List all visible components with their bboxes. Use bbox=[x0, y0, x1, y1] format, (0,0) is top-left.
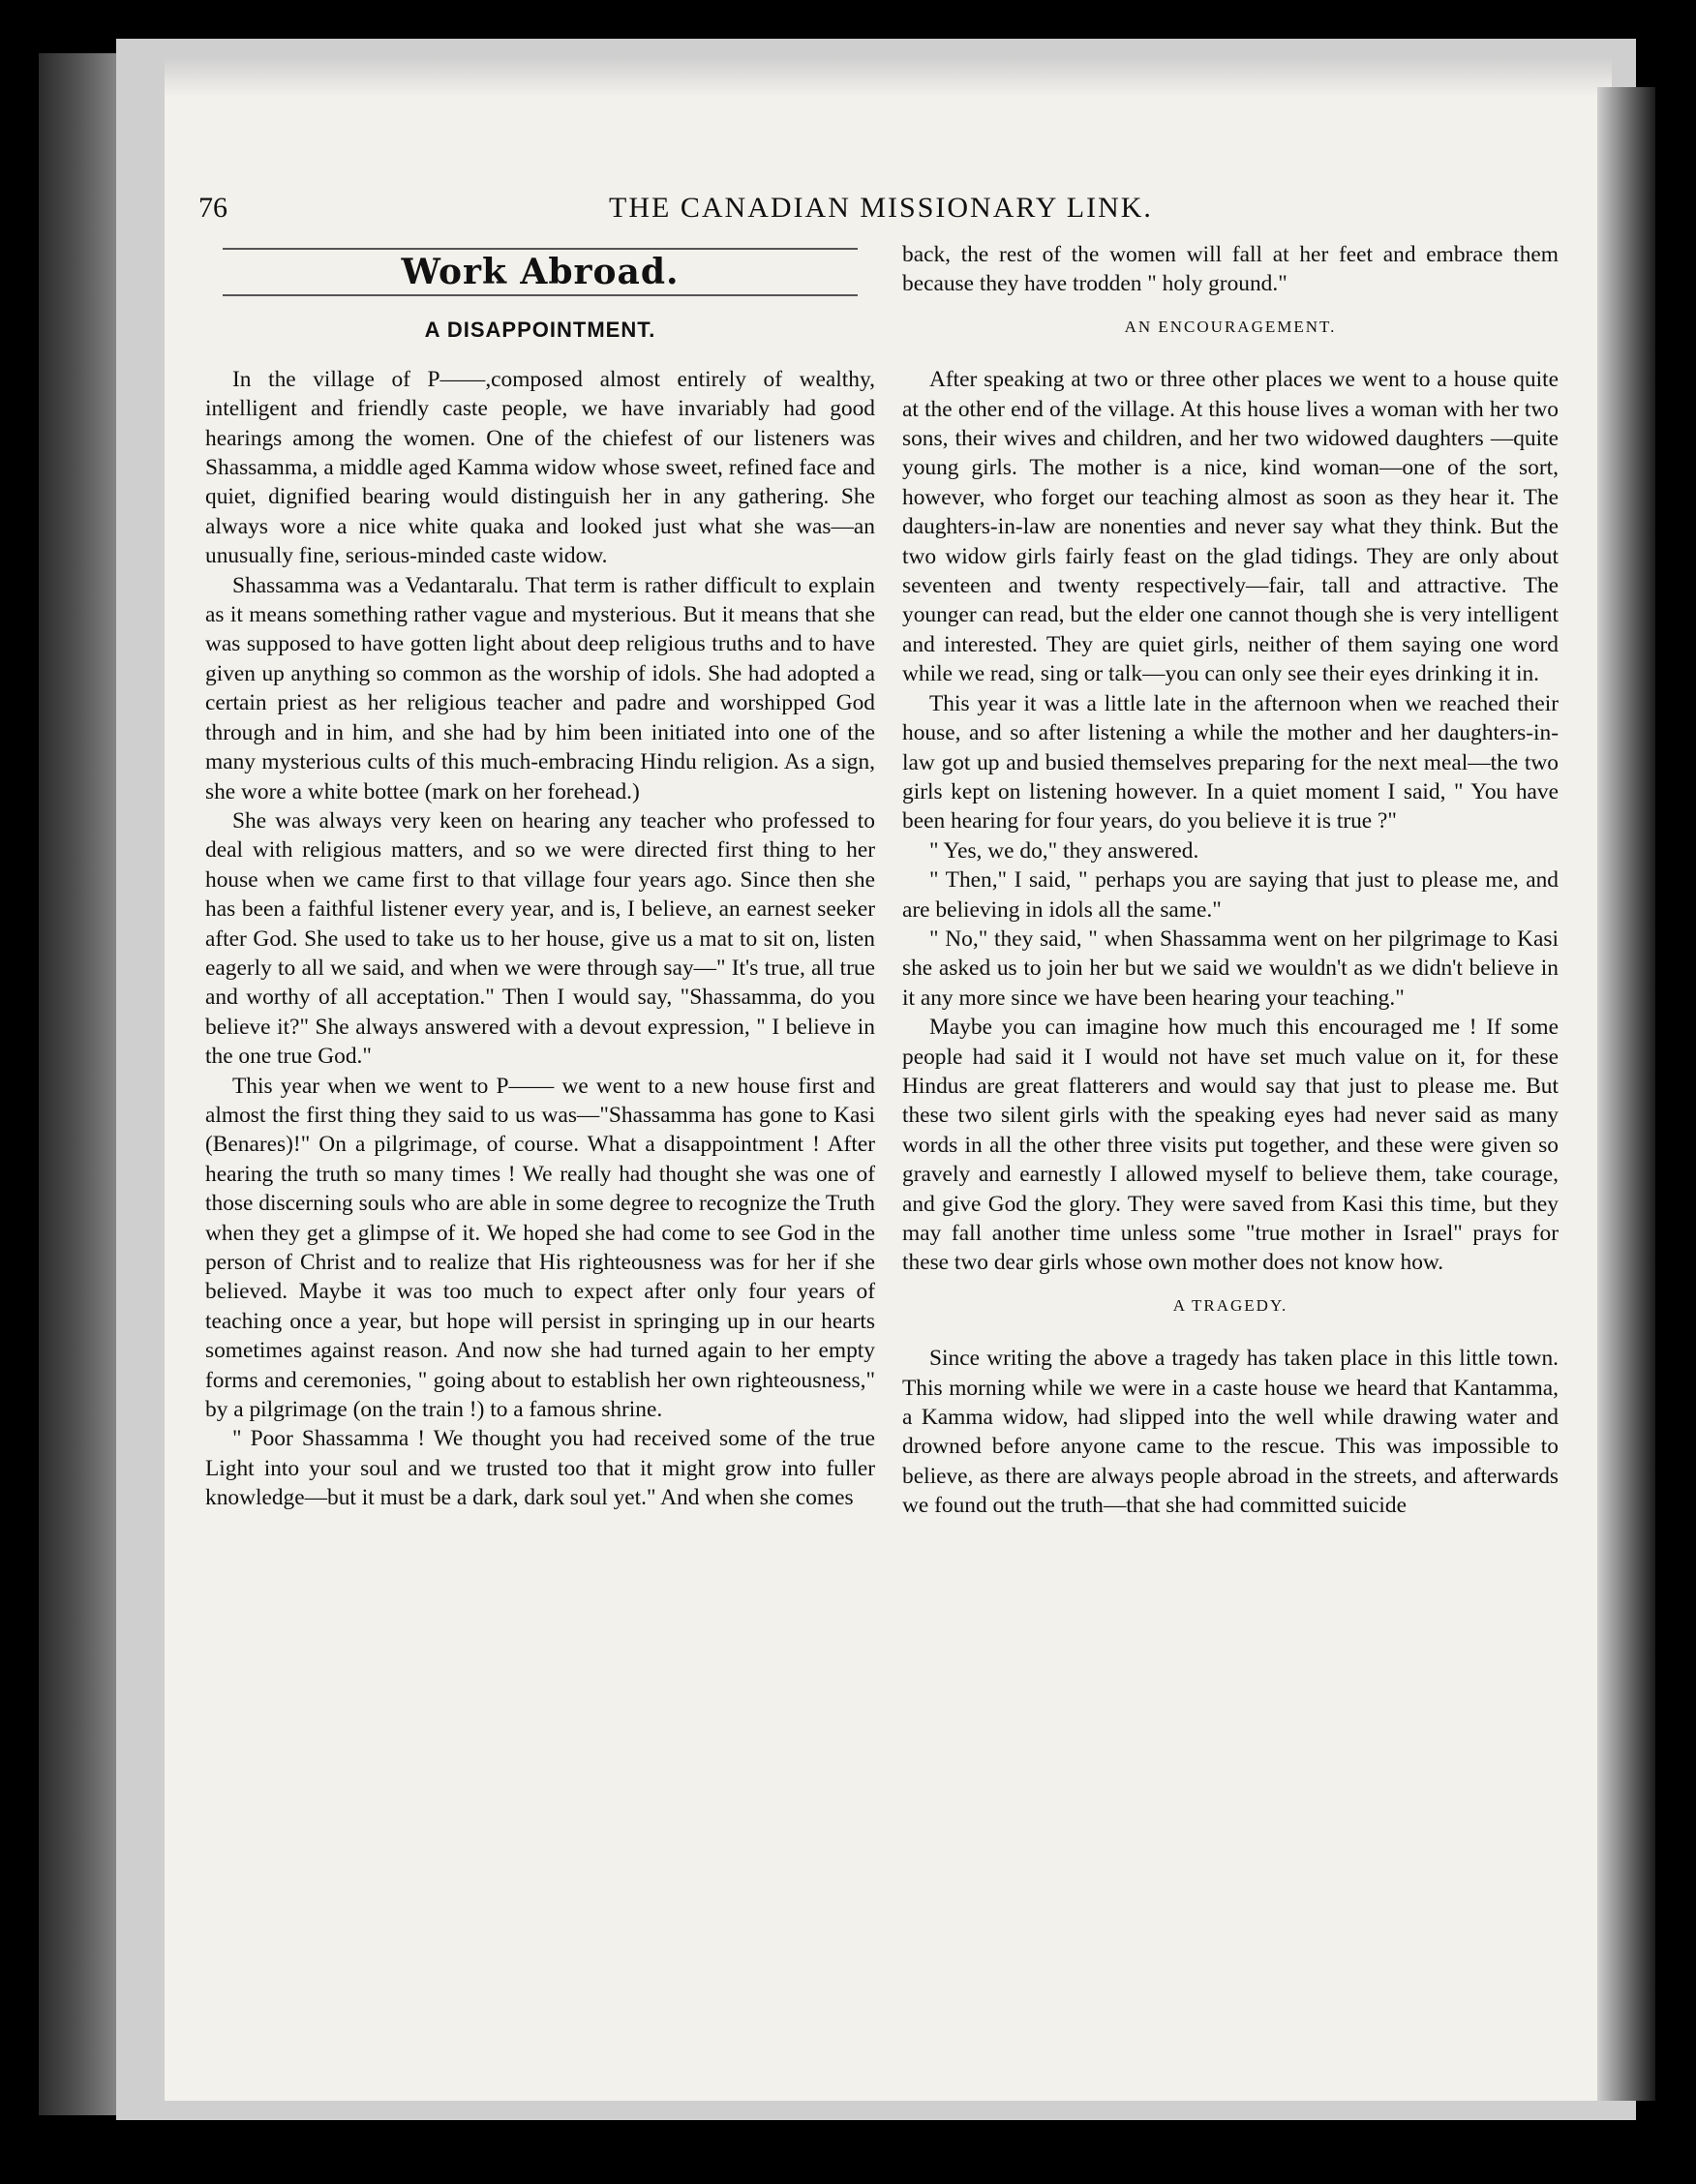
paragraph: In the village of P——,composed almost entirely of wealthy, intelligent and friendly caste people, we have invariably had good hearings among the women. One of the chiefest of our listeners was Shassamma, a middle aged Kamma widow whose sweet, refined face and quiet, dignified bearing would distinguish her in any gathering. She always wore a nice white quaka and looked just what she was—an unusually fine, serious-minded caste widow. bbox=[205, 366, 875, 569]
paragraph: This year it was a little late in the afternoon when we reached their house, and so after listening a while the mother and her daughters-in-law got up and busied themselves preparing for the next meal—the two girls kept on listening however. In a quiet moment I said, " You have been hearing for four years, do you believe it is true ?" bbox=[902, 690, 1559, 834]
paragraph: " Then," I said, " perhaps you are saying that just to please me, and are believing in idols all the same." bbox=[902, 867, 1559, 923]
divider bbox=[223, 294, 858, 296]
paragraph: This year when we went to P—— we went to a new house first and almost the first thing they said to us was—"Shassamma has gone to Kasi (Benares)!" On a pilgrimage, of course. What a disappointment ! After hearing the truth so many times ! We really had thought she was one of those discerning souls who are able in some degree to recognize the Truth when they get a glimpse of it. We hoped she had come to see God in the person of Christ and to realize that His righteousness was for her if she believed. Maybe it was too much to expect after only four years of teaching once a year, but hope will persist in springing up in our hearts sometimes against reason. And now she had turned again to her empty forms and ceremonies, " going about to establish her own righteousness," by a pilgrimage (on the train !) to a famous shrine. bbox=[205, 1073, 875, 1423]
page-header bbox=[198, 192, 1563, 230]
paragraph: Since writing the above a tragedy has taken place in this little town. This morning while we were in a caste house we heard that Kantamma, a Kamma widow, had slipped into the well while drawing water and drowned before anyone came to the rescue. This was impossible to believe, as there are always people abroad in the streets, and afterwards we found out the truth—that she had committed suicide bbox=[902, 1346, 1559, 1519]
paragraph: back, the rest of the women will fall at her feet and embrace them because they have trodden " holy ground." bbox=[902, 242, 1559, 297]
paragraph: " No," they said, " when Shassamma went on her pilgrimage to Kasi she asked us to join her but we said we wouldn't as we didn't believe in it any more since we have been hearing your teaching." bbox=[902, 925, 1559, 1011]
paragraph: " Yes, we do," they answered. bbox=[929, 837, 1199, 864]
divider bbox=[223, 248, 858, 250]
paragraph: Maybe you can imagine how much this encouraged me ! If some people had said it I would not have set much value on it, for these Hindus are great flatterers and would say that just to please me. But these two silent girls with the speaking eyes had never said as many words in all the other three visits put together, and these were given so gravely and earnestly I allowed myself to believe them, take courage, and give God the glory. They were saved from Kasi this time, but they may fall another time unless some "true mother in Israel" prays for these two dear girls whose own mother does not know how. bbox=[902, 1015, 1559, 1276]
subsection-title: AN ENCOURAGEMENT. bbox=[1124, 317, 1337, 336]
paragraph: She was always very keen on hearing any teacher who professed to deal with religious matters, and so we were directed first thing to her house when we came first to that village four years ago. Since then she has been a faithful listener every year, and is, I believe, an earnest seeker after God. She used to take us to her house, give us a mat to sit on, listen eagerly to all we said, and when we were through say—" It's true, all true and worthy of all acceptation." Then I would say, "Shassamma, do you believe it?" She always answered with a devout expression, " I believe in the one true God." bbox=[205, 807, 875, 1070]
running-head: THE CANADIAN MISSIONARY LINK. bbox=[609, 192, 1153, 224]
subsection-title: A TRAGEDY. bbox=[1172, 1295, 1288, 1315]
article-title: A DISAPPOINTMENT. bbox=[424, 318, 656, 343]
paragraph: After speaking at two or three other places we went to a house quite at the other end of the village. At this house lives a woman with her two sons, their wives and children, and her two widowed daughters —quite young girls. The mother is a nice, kind woman—one of the sort, however, who forget our teaching almost as soon as they hear it. The daughters-in-law are nonenties and never say what they think. But the two widow girls fairly feast on the glad tidings. They are only about seventeen and twenty respectively—fair, tall and attractive. The younger can read, but the elder one cannot though she is very intelligent and interested. They are quiet girls, neither of them saying one word while we read, sing or talk—you can only see their eyes drinking it in. bbox=[902, 367, 1559, 687]
left-column bbox=[205, 240, 875, 1513]
page-right-shadow bbox=[1597, 87, 1655, 2101]
paragraph: " Poor Shassamma ! We thought you had received some of the true Light into your soul and we trusted too that it might grow into fuller knowledge—but it must be a dark, dark soul yet." And when she comes bbox=[205, 1426, 875, 1511]
section-title: Work Abroad. bbox=[401, 252, 680, 292]
paragraph: Shassamma was a Vedantaralu. That term is rather difficult to explain as it means something rather vague and mysterious. But it means that she was supposed to have gotten light about deep religious truths and to have given up anything so common as the worship of idols. She had adopted a certain priest as her religious teacher and padre and worshipped God through and in him, and she had by him been initiated into one of the many mysterious cults of this much-embracing Hindu religion. As a sign, she wore a white bottee (mark on her forehead.) bbox=[205, 572, 875, 804]
right-column bbox=[902, 240, 1559, 1521]
page-top-shadow bbox=[165, 58, 1612, 97]
page-number: 76 bbox=[198, 192, 227, 224]
